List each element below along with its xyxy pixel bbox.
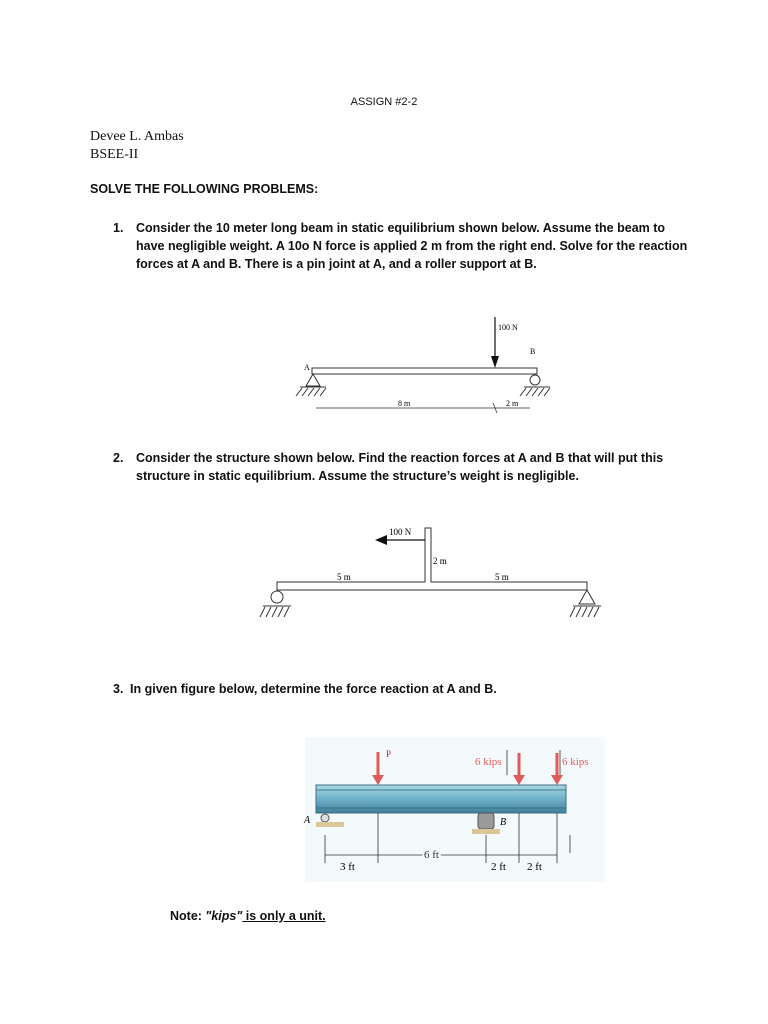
force-label: 100 N — [498, 323, 518, 332]
dim-1-label: 3 ft — [340, 861, 355, 873]
label-b: B — [530, 347, 536, 356]
label-b: B — [500, 817, 507, 828]
author-name: Devee L. Ambas — [90, 129, 184, 144]
note-term: "kips" — [205, 909, 243, 923]
load-p-label: P — [386, 749, 392, 759]
problem-2-number: 2. — [113, 451, 124, 465]
structure — [277, 528, 587, 590]
problem-3-number: 3. — [113, 682, 124, 696]
pin-support-icon — [570, 590, 601, 617]
problem-1-figure — [280, 312, 570, 417]
document-title: ASSIGN #2-2 — [350, 96, 418, 108]
note-prefix: Note: — [170, 909, 206, 923]
beam — [312, 368, 537, 374]
label-a: A — [304, 363, 310, 372]
problem-2-text: Consider the structure shown below. Find the reaction forces at A and B that will put this structure in static equilibrium. Assume the structure’s weight is negligible. — [136, 451, 664, 483]
pin-support-icon — [296, 374, 326, 396]
note-rest: is only a unit. — [242, 909, 326, 923]
dim-2-label: 6 ft — [424, 849, 439, 861]
roller-support-icon — [260, 591, 291, 617]
dim-left-label: 8 m — [398, 399, 411, 408]
dim-right-label: 5 m — [495, 572, 509, 582]
load-1-label: 6 kips — [475, 756, 502, 768]
problem-2-figure — [255, 520, 625, 630]
dim-vertical-label: 2 m — [433, 556, 447, 566]
i-beam — [316, 785, 566, 813]
dim-left-label: 5 m — [337, 572, 351, 582]
roller-support-icon — [520, 375, 550, 396]
problem-3-figure — [300, 735, 610, 885]
problem-3-text: In given figure below, determine the force reaction at A and B. — [130, 682, 497, 696]
note — [170, 909, 326, 923]
course-name: BSEE-II — [90, 147, 139, 162]
load-2-label: 6 kips — [562, 756, 589, 768]
force-arrow-icon — [375, 535, 387, 545]
label-a: A — [304, 815, 311, 826]
force-arrow-icon — [491, 356, 499, 368]
dim-4-label: 2 ft — [527, 861, 542, 873]
instruction-heading: SOLVE THE FOLLOWING PROBLEMS: — [90, 182, 319, 196]
problem-1-number: 1. — [113, 221, 124, 235]
dim-right-label: 2 m — [506, 399, 519, 408]
dim-3-label: 2 ft — [491, 861, 506, 873]
problem-1-text: Consider the 10 meter long beam in static equilibrium shown below. Assume the beam to have negligible weight. A 10o N force is applied 2 m from the right end. Solve for the reaction forces at A and B. There is a pin joint at A, and a roller support at B. — [136, 221, 688, 271]
force-label: 100 N — [389, 527, 412, 537]
